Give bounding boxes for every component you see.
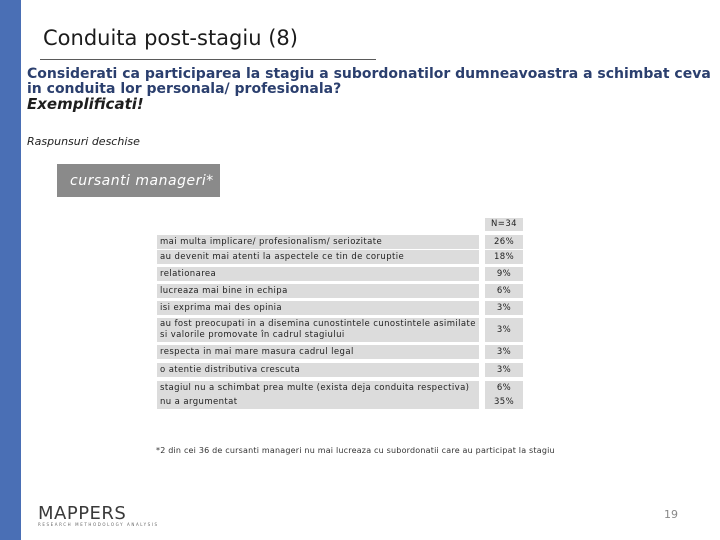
row-value: 6%: [485, 284, 523, 298]
row-label: respecta in mai mare masura cadrul legal: [157, 345, 479, 359]
row-label: o atentie distributiva crescuta: [157, 363, 479, 377]
row-value: 9%: [485, 267, 523, 281]
table-header-n: N=34: [485, 218, 523, 231]
row-label: isi exprima mai des opinia: [157, 301, 479, 315]
table-row: [157, 250, 523, 264]
title-underline: [40, 59, 376, 60]
row-value: 26%: [485, 235, 523, 249]
row-label-line-1: au fost preocupati in a disemina cunostintele cunostintele asimilate: [160, 319, 476, 329]
results-table: [157, 218, 523, 412]
row-label: relationarea: [157, 267, 479, 281]
question-line-3: Exemplificati!: [27, 95, 144, 113]
table-row: [157, 301, 523, 315]
row-value: 3%: [485, 363, 523, 377]
respondent-group-label: cursanti manageri*: [57, 164, 220, 197]
open-answers-label: Raspunsuri deschise: [27, 135, 140, 148]
row-label: [157, 318, 479, 342]
table-header-row: [157, 218, 523, 231]
row-label: au devenit mai atenti la aspectele ce tin de coruptie: [157, 250, 479, 264]
row-value: 18%: [485, 250, 523, 264]
row-value: 35%: [485, 395, 523, 409]
table-row: [157, 267, 523, 281]
page-number: 19: [664, 508, 678, 521]
table-row: [157, 235, 523, 249]
table-row: [157, 395, 523, 409]
left-accent-bar: [0, 0, 21, 540]
row-label: lucreaza mai bine in echipa: [157, 284, 479, 298]
row-value: 3%: [485, 345, 523, 359]
company-logo: MAPPERS: [38, 503, 127, 524]
table-row: [157, 345, 523, 359]
table-header-blank: [157, 218, 479, 231]
footnote: *2 din cei 36 de cursanti manageri nu mai lucreaza cu subordonatii care au participat la stagiu: [156, 446, 555, 455]
row-label: nu a argumentat: [157, 395, 479, 409]
row-label: stagiul nu a schimbat prea multe (exista deja conduita respectiva): [157, 381, 479, 395]
question-line-2: in conduita lor personala/ profesionala?: [27, 81, 342, 97]
question-text: [27, 67, 717, 112]
table-row: [157, 363, 523, 377]
question-line-1: Considerati ca participarea la stagiu a subordonatilor dumneavoastra a schimbat ceva: [27, 66, 711, 82]
row-label-line-2: si valorile promovate în cadrul stagiului: [160, 330, 345, 340]
row-label: mai multa implicare/ profesionalism/ seriozitate: [157, 235, 479, 249]
table-row: [157, 381, 523, 395]
slide-title: Conduita post-stagiu (8): [43, 26, 298, 50]
table-row: [157, 284, 523, 298]
row-value: 6%: [485, 381, 523, 395]
table-row: [157, 318, 523, 342]
row-value: 3%: [485, 318, 523, 342]
row-value: 3%: [485, 301, 523, 315]
company-logo-tagline: RESEARCH METHODOLOGY ANALYSIS: [38, 522, 159, 527]
